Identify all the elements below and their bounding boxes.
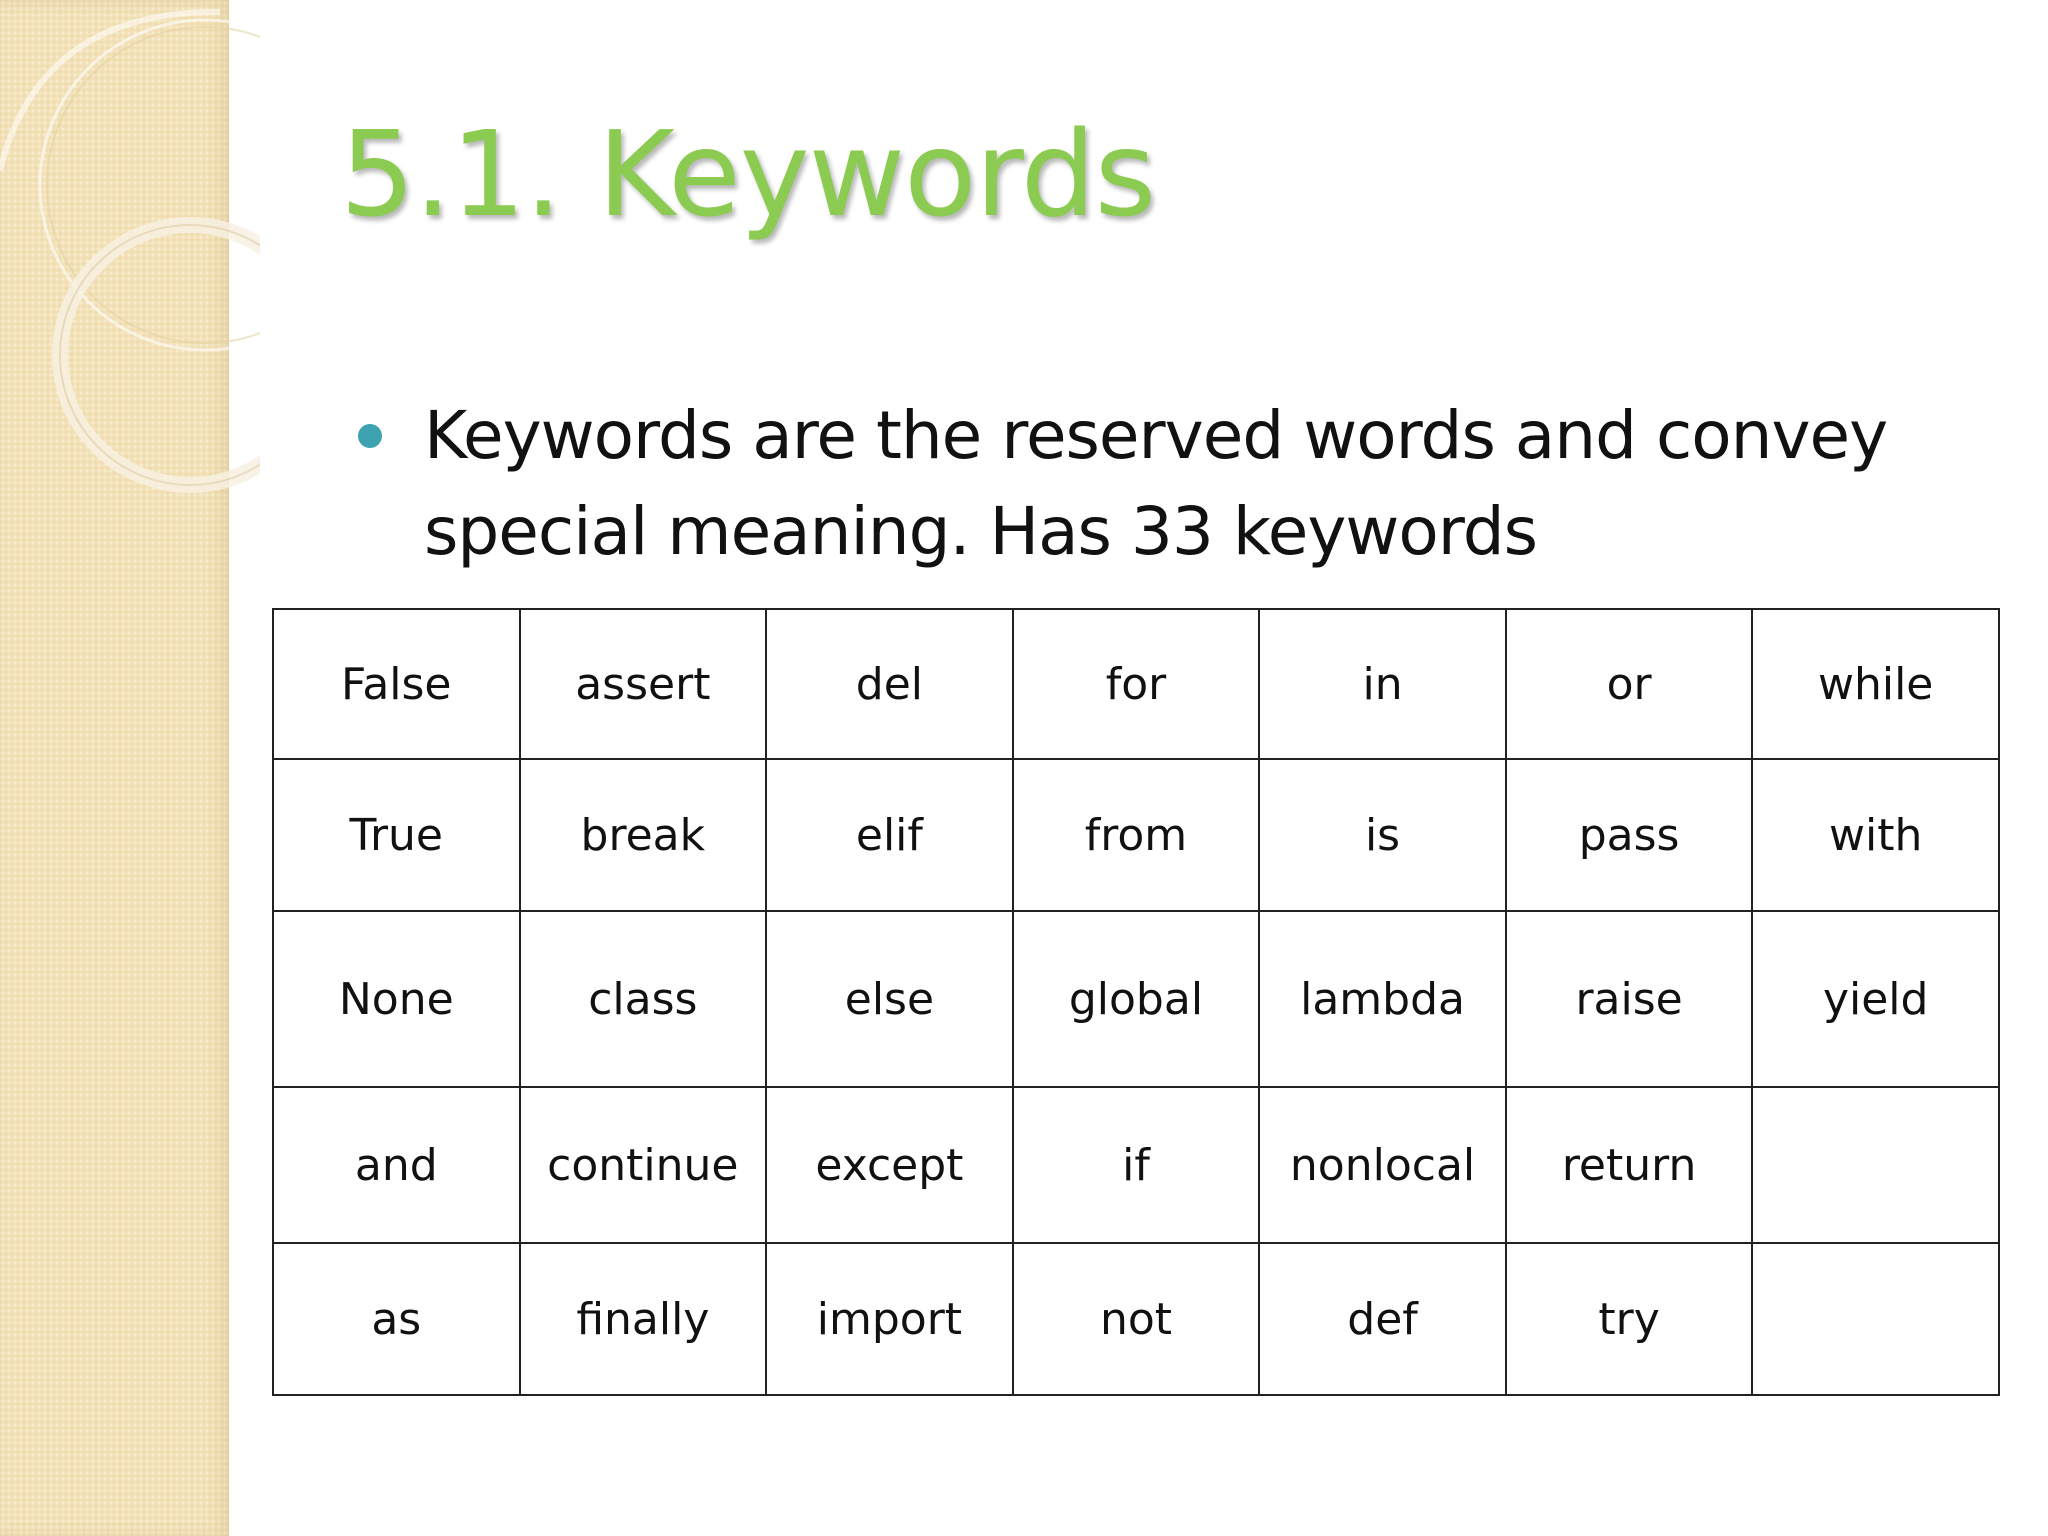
decorative-rings	[0, 0, 260, 520]
table-cell: class	[520, 911, 767, 1087]
table-cell: None	[273, 911, 520, 1087]
table-cell: continue	[520, 1087, 767, 1243]
table-cell: yield	[1752, 911, 1999, 1087]
bullet-line-1: Keywords are the reserved words and convey	[424, 397, 1888, 474]
bullet-text	[424, 388, 1998, 580]
table-cell: is	[1259, 759, 1506, 911]
table-cell: def	[1259, 1243, 1506, 1395]
table-cell: pass	[1506, 759, 1753, 911]
table-row	[273, 1243, 1999, 1395]
table-cell-empty	[1752, 1243, 1999, 1395]
table-row	[273, 759, 1999, 911]
table-cell: finally	[520, 1243, 767, 1395]
table-cell: import	[766, 1243, 1013, 1395]
table-cell: raise	[1506, 911, 1753, 1087]
table-cell: from	[1013, 759, 1260, 911]
table-cell: try	[1506, 1243, 1753, 1395]
table-cell-empty	[1752, 1087, 1999, 1243]
table-cell: nonlocal	[1259, 1087, 1506, 1243]
table-cell: and	[273, 1087, 520, 1243]
table-cell: break	[520, 759, 767, 911]
table-cell: for	[1013, 609, 1260, 759]
table-row	[273, 1087, 1999, 1243]
slide-title: 5.1. Keywords	[340, 105, 1156, 243]
bullet-dot-icon	[358, 424, 382, 448]
table-cell: assert	[520, 609, 767, 759]
table-cell: in	[1259, 609, 1506, 759]
table-cell: while	[1752, 609, 1999, 759]
keywords-table	[272, 608, 2000, 1396]
table-row	[273, 609, 1999, 759]
table-cell: False	[273, 609, 520, 759]
table-row	[273, 911, 1999, 1087]
table-cell: global	[1013, 911, 1260, 1087]
table-cell: return	[1506, 1087, 1753, 1243]
table-cell: elif	[766, 759, 1013, 911]
table-cell: not	[1013, 1243, 1260, 1395]
table-cell: del	[766, 609, 1013, 759]
table-cell: else	[766, 911, 1013, 1087]
table-cell: or	[1506, 609, 1753, 759]
table-cell: if	[1013, 1087, 1260, 1243]
table-cell: lambda	[1259, 911, 1506, 1087]
bullet-line-2: special meaning. Has 33 keywords	[424, 493, 1538, 570]
table-cell: except	[766, 1087, 1013, 1243]
table-cell: True	[273, 759, 520, 911]
bullet-point	[358, 388, 1998, 580]
table-cell: as	[273, 1243, 520, 1395]
table-cell: with	[1752, 759, 1999, 911]
